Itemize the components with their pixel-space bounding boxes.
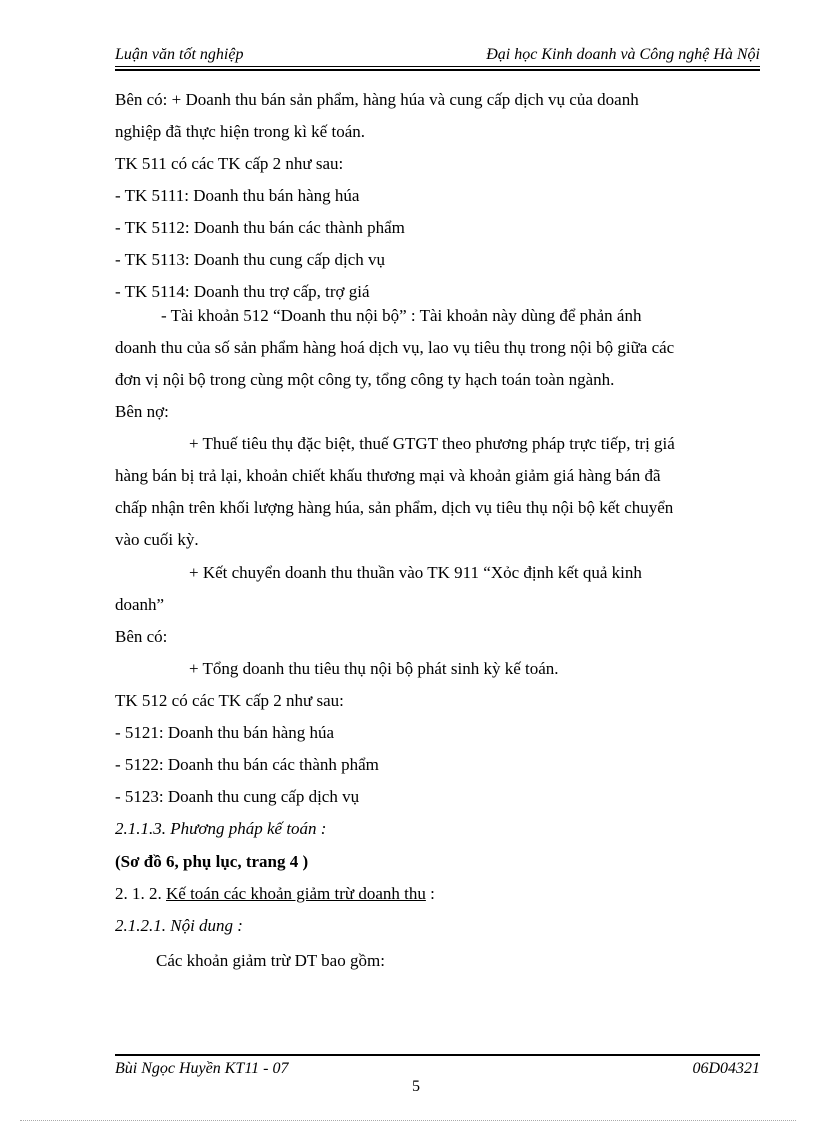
text-line: đơn vị nội bộ trong cùng một công ty, tổng công ty hạch toán toàn ngành. <box>115 370 615 389</box>
paragraph-start: - Tài khoản 512 “Doanh thu nội bộ” : Tài khoản này dùng để phản ánh <box>161 306 642 325</box>
list-item: - TK 5112: Doanh thu bán các thành phẩm <box>115 218 405 237</box>
text-line: Bên có: + Doanh thu bán sản phẩm, hàng húa và cung cấp dịch vụ của doanh <box>115 90 639 109</box>
paragraph-start: + Thuế tiêu thụ đặc biệt, thuế GTGT theo phương pháp trực tiếp, trị giá <box>189 434 675 453</box>
text-line: chấp nhận trên khối lượng hàng húa, sản phẩm, dịch vụ tiêu thụ nội bộ kết chuyển <box>115 498 674 517</box>
section-number: 2. 1. 2. <box>115 884 166 903</box>
footer-student-id: 06D04321 <box>692 1060 760 1077</box>
footer-author: Bùi Ngọc Huyền KT11 - 07 <box>115 1060 289 1077</box>
paragraph-start: + Kết chuyển doanh thu thuần vào TK 911 “Xỏc định kết quả kinh <box>189 563 642 582</box>
text-line: vào cuối kỳ. <box>115 530 199 549</box>
paragraph-start: Các khoản giảm trừ DT bao gồm: <box>156 951 385 970</box>
figure-reference: (Sơ đồ 6, phụ lục, trang 4 ) <box>115 852 309 871</box>
text-line: nghiệp đã thực hiện trong kì kế toán. <box>115 122 365 141</box>
header-university: Đại học Kinh doanh và Công nghệ Hà Nội <box>486 46 760 63</box>
section-heading: 2.1.1.3. Phương pháp kế toán : <box>115 819 327 838</box>
section-suffix: : <box>425 884 435 903</box>
page-edge <box>20 1120 796 1121</box>
list-item: - 5121: Doanh thu bán hàng húa <box>115 723 335 742</box>
page-number: 5 <box>412 1078 420 1095</box>
list-item: - TK 5113: Doanh thu cung cấp dịch vụ <box>115 250 386 269</box>
list-item: - 5122: Doanh thu bán các thành phẩm <box>115 755 379 774</box>
text-line: hàng bán bị trả lại, khoản chiết khấu thương mại và khoản giảm giá hàng bán đã <box>115 466 661 485</box>
text-line: Bên nợ: <box>115 402 169 421</box>
list-item: - 5123: Doanh thu cung cấp dịch vụ <box>115 787 360 806</box>
subsection-heading: 2.1.2.1. Nội dung : <box>115 916 243 935</box>
text-line: TK 512 có các TK cấp 2 như sau: <box>115 691 344 710</box>
header-thesis-label: Luận văn tốt nghiệp <box>115 46 244 63</box>
header-divider <box>115 66 760 71</box>
paragraph-start: + Tổng doanh thu tiêu thụ nội bộ phát sinh kỳ kế toán. <box>189 659 559 678</box>
text-line: TK 511 có các TK cấp 2 như sau: <box>115 154 344 173</box>
section-title: Kế toán các khoản giảm trừ doanh thu <box>166 884 426 903</box>
footer-divider <box>115 1054 760 1056</box>
text-line: doanh” <box>115 595 165 614</box>
text-line: doanh thu của số sản phẩm hàng hoá dịch vụ, lao vụ tiêu thụ trong nội bộ giữa các <box>115 338 675 357</box>
list-item: - TK 5111: Doanh thu bán hàng húa <box>115 186 360 205</box>
text-line: Bên có: <box>115 627 168 646</box>
list-item: - TK 5114: Doanh thu trợ cấp, trợ giá <box>115 282 370 301</box>
section-heading <box>115 884 435 904</box>
